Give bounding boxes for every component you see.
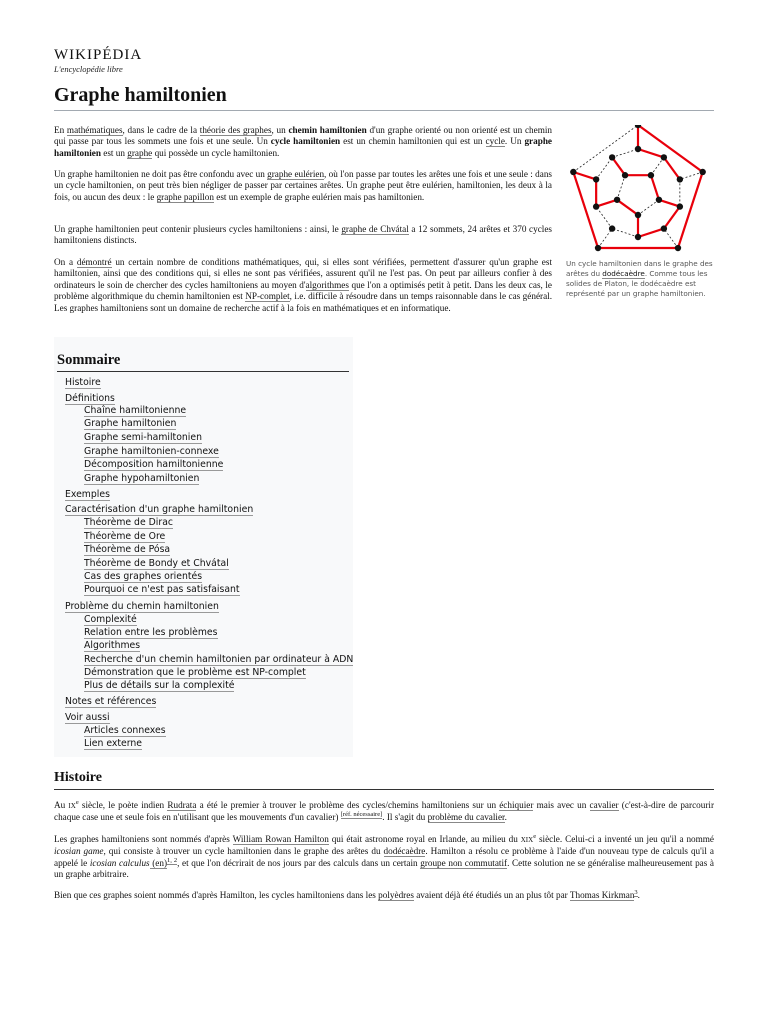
logo-wordmark: WIKIPÉDIA	[54, 47, 143, 63]
toc-item-cas-graphes-orientes[interactable]: Cas des graphes orientés	[84, 571, 203, 582]
cycle-edge	[664, 207, 680, 229]
cycle-edge	[664, 157, 680, 179]
non-cycle-edge	[638, 200, 659, 215]
graph-vertex	[661, 225, 667, 231]
toc-title: Sommaire	[57, 352, 349, 372]
cycle-edge	[573, 172, 598, 248]
link-demontre[interactable]: démontré	[76, 257, 112, 267]
toc-item-theoreme-de-dirac[interactable]: Théorème de Dirac	[84, 517, 173, 528]
graph-vertex	[656, 197, 662, 203]
toc-item-relation-entre-problemes[interactable]: Relation entre les problèmes	[84, 627, 218, 638]
non-cycle-edge	[612, 149, 638, 157]
toc-item-graphe-hamiltonien[interactable]: Graphe hamiltonien	[84, 418, 177, 429]
non-cycle-edge	[596, 157, 612, 179]
graph-vertex	[661, 154, 667, 160]
toc-item-recherche-adn[interactable]: Recherche d'un chemin hamiltonien par ordinateur à ADN	[84, 654, 354, 665]
non-cycle-edge	[664, 229, 678, 248]
graph-vertex	[677, 203, 683, 209]
toc-item-complexite[interactable]: Complexité	[84, 614, 137, 625]
graph-vertex	[622, 172, 628, 178]
toc-item-lien-externe[interactable]: Lien externe	[84, 738, 143, 749]
link-graphe-eulerien[interactable]: graphe eulérien	[267, 169, 325, 179]
non-cycle-edge	[651, 157, 664, 175]
dodecahedron-figure	[566, 125, 714, 299]
histoire-paragraph-2: Les graphes hamiltoniens sont nommés d'après William Rowan Hamilton qui était astronome royal en Irlande, au milieu du XIXe siècle. Celui-ci a inventé un jeu qu'il a nommé icosian game, qui consiste à trouver un cycle hamiltonien dans le graphe des arêtes du dodécaèdre. Hamilton a résolu ce problème à l'aide d'un nouveau type de calculs qu'il a appelé le icosian calculus (en)$^{1, 2}$, et que l'on décrirait de nos jours par des calculs dans un certain groupe non commutatif. Cette solution ne se généralise malheureusement pas à un graphe arbitraire.	[54, 832, 715, 880]
toc-item-voir-aussi[interactable]: Voir aussi	[65, 712, 110, 723]
cycle-edge	[659, 200, 680, 207]
link-en-icosian-calculus[interactable]: (en)	[149, 857, 168, 868]
link-algorithmes[interactable]: algorithmes	[305, 279, 349, 290]
toc-item-definitions[interactable]: Définitions	[65, 393, 115, 404]
toc-item-theoreme-de-ore[interactable]: Théorème de Ore	[84, 531, 166, 542]
intro-paragraph-3: Un graphe hamiltonien peut contenir plusieurs cycles hamiltoniens : ainsi, le graphe de Chvátal a 12 sommets, 24 arêtes et 370 cycles hamiltoniens distincts.	[54, 224, 552, 246]
page-title: Graphe hamiltonien	[54, 83, 714, 111]
link-echiquier[interactable]: échiquier	[499, 800, 534, 810]
graph-vertex	[570, 169, 576, 175]
graph-vertex	[614, 197, 620, 203]
intro-paragraph-1: En mathématiques, dans le cadre de la théorie des graphes, un chemin hamiltonien d'un graphe orienté ou non orienté est un chemin qui passe par tous les sommets une fois et une seule. Un cycle hamiltonien est un chemin hamiltonien qui est un cycle. Un graphe hamiltonien est un graphe qui possède un cycle hamiltonien.	[54, 125, 553, 158]
link-np-complet[interactable]: NP-complet	[245, 291, 290, 302]
toc-item-graphe-semi-hamiltonien[interactable]: Graphe semi-hamiltonien	[84, 432, 202, 443]
link-theorie-des-graphes[interactable]: théorie des graphes	[199, 125, 272, 135]
graph-vertex	[635, 212, 641, 218]
graph-vertex	[609, 225, 615, 231]
toc-item-histoire[interactable]: Histoire	[65, 377, 101, 388]
wikipedia-logo[interactable]	[54, 47, 142, 74]
reference-needed-link[interactable]: [réf. nécessaire]	[340, 811, 383, 819]
link-polyedres[interactable]: polyèdres	[378, 890, 414, 900]
link-cycle[interactable]: cycle	[485, 136, 505, 147]
logo-tagline: L'encyclopédie libre	[54, 64, 123, 74]
graph-vertex	[595, 245, 601, 251]
link-probleme-du-cavalier[interactable]: problème du cavalier	[427, 812, 505, 823]
toc-item-caracterisation[interactable]: Caractérisation d'un graphe hamiltonien	[65, 504, 254, 515]
histoire-paragraph-1: Au IXe siècle, le poète indien Rudrata a été le premier à trouver le problème des cycles/chemins hamiltoniens sur un échiquier mais avec un cavalier (c'est-à-dire de parcourir chaque case une et seule fois en n'utilisant que les mouvements d'un cavalier) [réf. nécessaire]. Il s'agit du problème du cavalier.	[54, 798, 715, 823]
figure-caption: Un cycle hamiltonien dans le graphe des arêtes du dodécaèdre. Comme tous les solides de Platon, le dodécaèdre est représenté par un graphe hamiltonien.	[566, 259, 713, 298]
cycle-edge	[573, 172, 596, 179]
toc-item-decomposition-hamiltonienne[interactable]: Décomposition hamiltonienne	[84, 459, 224, 470]
footnote-link-3[interactable]: 3	[634, 888, 638, 896]
toc-item-graphe-hamiltonien-connexe[interactable]: Graphe hamiltonien-connexe	[84, 446, 219, 457]
cycle-edge	[651, 175, 659, 200]
graph-vertex	[593, 176, 599, 182]
non-cycle-edge	[680, 172, 703, 179]
cycle-edge	[596, 200, 617, 207]
footnote-links-1-2[interactable]: 1, 2	[167, 856, 178, 864]
toc-item-demonstration-np-complet[interactable]: Démonstration que le problème est NP-complet	[84, 667, 306, 678]
toc-item-theoreme-de-posa[interactable]: Théorème de Pósa	[84, 544, 171, 555]
toc-item-articles-connexes[interactable]: Articles connexes	[84, 725, 166, 736]
toc-item-algorithmes[interactable]: Algorithmes	[84, 640, 141, 651]
cycle-edge	[617, 200, 638, 215]
dodecahedron-edges	[570, 125, 706, 251]
toc-item-pourquoi-pas-satisfaisant[interactable]: Pourquoi ce n'est pas satisfaisant	[84, 584, 240, 595]
link-graphe-de-chvatal[interactable]: graphe de Chvátal	[341, 224, 409, 234]
graph-vertex	[609, 154, 615, 160]
link-graphe[interactable]: graphe	[127, 147, 153, 158]
link-groupe-non-commutatif[interactable]: groupe non commutatif	[420, 857, 508, 868]
toc-item-exemples[interactable]: Exemples	[65, 489, 110, 500]
toc-item-probleme-chemin-hamiltonien[interactable]: Problème du chemin hamiltonien	[65, 601, 219, 612]
link-mathematiques[interactable]: mathématiques	[66, 125, 123, 135]
graph-vertex	[635, 234, 641, 240]
intro-paragraph-4: On a démontré un certain nombre de conditions mathématiques, qui, si elles sont vérifiées, permettent d'assurer qu'un graphe est hamiltonien, ainsi que des conditions qui, si elles ne sont pas vérifiées, assurent qu'il ne l'est pas. On peut par ailleurs confier à des ordinateurs le soin de chercher des cycles hamiltoniens au moyen d'algorithmes que l'on a optimisés petit à petit. Dans les deux cas, le problème algorithmique du chemin hamiltonien est NP-complet, i.e. difficile à résoudre dans un temps raisonnable dans le cas général. Les graphes hamiltoniens sont un domaine de recherche actif à la fois en mathématiques et en informatique.	[54, 257, 553, 313]
dodecahedron-graph[interactable]	[566, 125, 714, 257]
toc-item-theoreme-de-bondy-chvatal[interactable]: Théorème de Bondy et Chvátal	[84, 558, 229, 569]
histoire-paragraph-3: Bien que ces graphes soient nommés d'après Hamilton, les cycles hamiltoniens dans les polyèdres avaient déjà été étudiés un an plus tôt par Thomas Kirkman$^3$.	[54, 888, 640, 900]
toc-item-chaine-hamiltonienne[interactable]: Chaîne hamiltonienne	[84, 405, 187, 416]
link-thomas-kirkman[interactable]: Thomas Kirkman	[569, 890, 635, 900]
toc-item-plus-de-details[interactable]: Plus de détails sur la complexité	[84, 680, 235, 691]
link-cavalier[interactable]: cavalier	[589, 800, 619, 810]
graph-vertex	[593, 203, 599, 209]
non-cycle-edge	[573, 125, 638, 172]
cycle-edge	[638, 229, 664, 237]
graph-vertex	[648, 172, 654, 178]
graph-vertex	[677, 176, 683, 182]
section-heading-histoire: Histoire	[54, 769, 714, 790]
link-graphe-papillon[interactable]: graphe papillon	[156, 191, 214, 202]
graph-vertex	[675, 245, 681, 251]
cycle-edge	[678, 172, 703, 248]
table-of-contents	[54, 337, 353, 757]
toc-item-graphe-hypohamiltonien[interactable]: Graphe hypohamiltonien	[84, 473, 200, 484]
link-dodecaedre-caption[interactable]: dodécaèdre	[602, 269, 645, 278]
non-cycle-edge	[617, 175, 625, 200]
link-william-rowan-hamilton[interactable]: William Rowan Hamilton	[232, 834, 329, 844]
link-rudrata[interactable]: Rudrata	[167, 800, 197, 810]
graph-vertex	[635, 146, 641, 152]
cycle-edge	[638, 149, 664, 157]
link-dodecaedre[interactable]: dodécaèdre	[383, 846, 426, 857]
cycle-edge	[612, 157, 625, 175]
non-cycle-edge	[596, 207, 612, 229]
intro-paragraph-2: Un graphe hamiltonien ne doit pas être confondu avec un graphe eulérien, où l'on passe par toutes les arêtes une fois et une seule : dans un cycle hamiltonien, on peut très bien négliger de passer par certaines arêtes. Un graphe peut être eulérien, hamiltonien, les deux à la fois, ou aucun des deux : le graphe papillon est un exemple de graphe eulérien mais pas hamiltonien.	[54, 169, 552, 202]
non-cycle-edge	[612, 229, 638, 237]
non-cycle-edge	[598, 229, 612, 248]
toc-item-notes-et-references[interactable]: Notes et références	[65, 696, 157, 707]
graph-vertex	[699, 169, 705, 175]
